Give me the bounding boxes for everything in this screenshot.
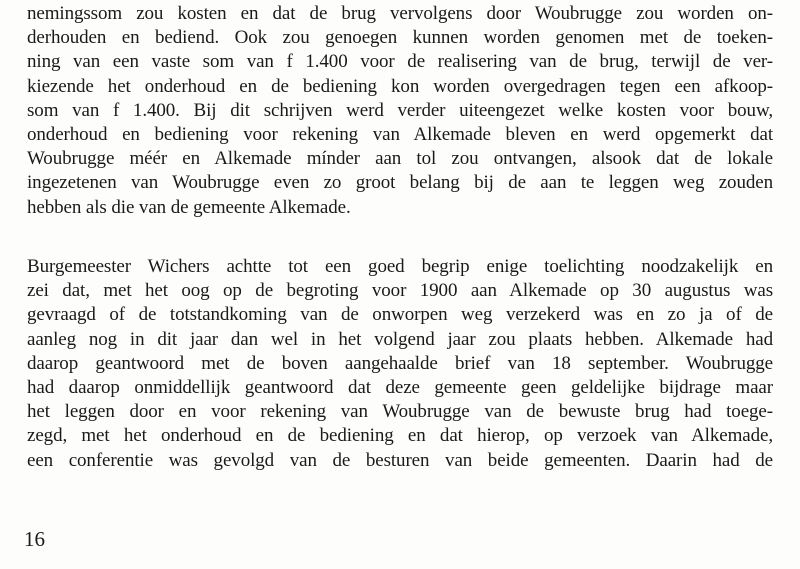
text-line: kiezende het onderhoud en de bediening kon worden overgedragen tegen een afkoop- — [27, 75, 773, 97]
text-line: hebben als die van de gemeente Alkemade. — [27, 196, 351, 218]
text-line: derhouden en bediend. Ook zou genoegen kunnen worden genomen met de toeken- — [27, 27, 773, 49]
text-line: som van f 1.400. Bij dit schrijven werd verder uiteengezet welke kosten voor bouw, — [27, 99, 773, 121]
text-line: het leggen door en voor rekening van Woubrugge van de bewuste brug had toege- — [27, 401, 773, 423]
text-line: Woubrugge méér en Alkemade mínder aan tol zou ontvangen, alsook dat de lokale — [27, 148, 773, 170]
paragraph-1 — [27, 2, 773, 220]
text-line: Burgemeester Wichers achtte tot een goed begrip enige toelichting noodzakelijk en — [27, 256, 773, 277]
paragraph-2 — [27, 255, 773, 473]
text-line: aanleg nog in dit jaar dan wel in het volgend jaar zou plaats hebben. Alkemade had — [27, 328, 773, 350]
text-line: ingezetenen van Woubrugge even zo groot belang bij de aan te leggen weg zouden — [27, 172, 773, 194]
text-line: nemingssom zou kosten en dat de brug vervolgens door Woubrugge zou worden on- — [27, 3, 773, 24]
text-line: zegd, met het onderhoud en de bediening en dat hierop, op verzoek van Alkemade, — [27, 425, 773, 447]
page-number: 16 — [24, 527, 45, 551]
text-line: onderhoud en bediening voor rekening van Alkemade bleven en werd opgemerkt dat — [27, 123, 773, 145]
text-line: gevraagd of de totstandkoming van de onworpen weg verzekerd was en zo ja of de — [27, 304, 773, 326]
text-line: had daarop onmiddellijk geantwoord dat deze gemeente geen geldelijke bijdrage maar — [27, 376, 773, 398]
text-line: zei dat, met het oog op de begroting voor 1900 aan Alkemade op 30 augustus was — [27, 280, 773, 302]
text-line: een conferentie was gevolgd van de besturen van beide gemeenten. Daarin had de — [27, 449, 773, 471]
text-line: daarop geantwoord met de boven aangehaalde brief van 18 september. Woubrugge — [27, 352, 773, 374]
text-line: ning van een vaste som van f 1.400 voor de realisering van de brug, terwijl de ver- — [27, 51, 773, 73]
